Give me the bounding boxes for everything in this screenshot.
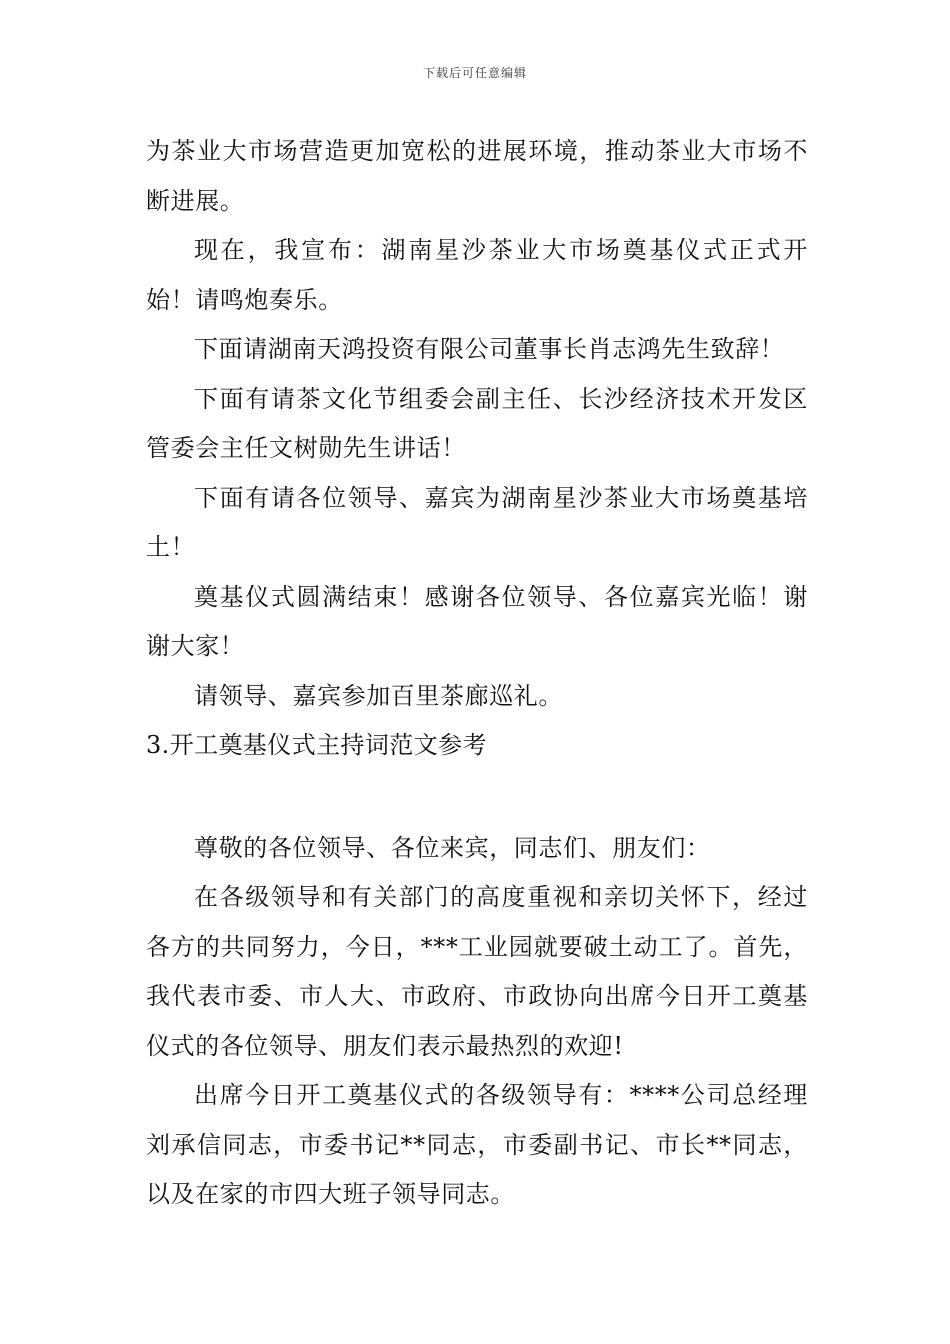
paragraph-welcome: 在各级领导和有关部门的高度重视和亲切关怀下，经过各方的共同努力，今日，***工业园就要破土动工了。首先，我代表市委、市人大、市政府、市政协向出席今日开工奠基仪式的各位领导、朋友们表示最热烈的欢迎! — [146, 883, 808, 1060]
paragraph-closing: 奠基仪式圆满结束！感谢各位领导、各位嘉宾光临！谢谢大家！ — [146, 582, 808, 660]
paragraph-groundbreaking: 下面有请各位领导、嘉宾为湖南星沙茶业大市场奠基培土！ — [146, 483, 808, 561]
page-header-note: 下载后可任意编辑 — [422, 66, 527, 80]
paragraph-attendees: 出席今日开工奠基仪式的各级领导有：****公司总经理刘承信同志，市委书记**同志，市委副书记、市长**同志，以及在家的市四大班子领导同志。 — [146, 1081, 808, 1208]
paragraph-announcement: 现在，我宣布：湖南星沙茶业大市场奠基仪式正式开始！请鸣炮奏乐。 — [146, 236, 808, 314]
paragraph-greeting: 尊敬的各位领导、各位来宾，同志们、朋友们： — [194, 833, 711, 862]
paragraph-continuation: 为茶业大市场营造更加宽松的进展环境，推动茶业大市场不断进展。 — [146, 137, 808, 215]
section-heading: 3.开工奠基仪式主持词范文参考 — [146, 731, 487, 759]
section-spacer — [146, 771, 808, 824]
document-body — [146, 127, 808, 1220]
paragraph-tour: 请领导、嘉宾参加百里茶廊巡礼。 — [194, 681, 563, 710]
paragraph-chairman-speech: 下面请湖南天鸿投资有限公司董事长肖志鸿先生致辞！ — [194, 335, 785, 363]
paragraph-director-speech: 下面有请茶文化节组委会副主任、长沙经济技术开发区管委会主任文树勋先生讲话！ — [146, 384, 808, 462]
